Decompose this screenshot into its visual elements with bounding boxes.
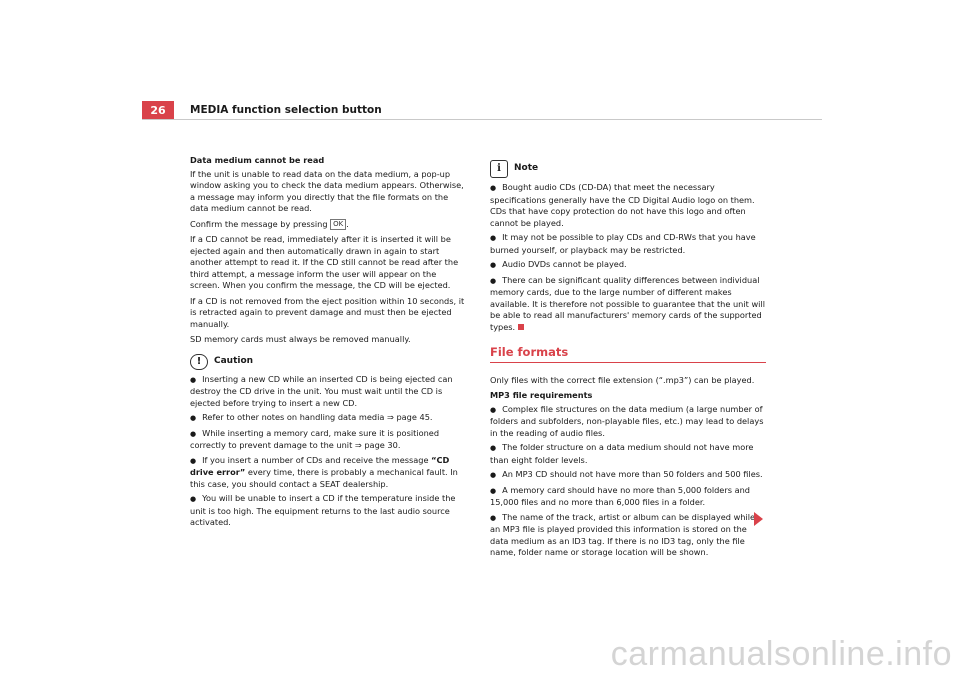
caution-item-text: Refer to other notes on handling data media ⇒ page 45. xyxy=(202,412,433,422)
page-number: 26 xyxy=(142,101,174,119)
paragraph: If a CD is not removed from the eject position within 10 seconds, it is retracted again to prevent damage and must then be ejected manually. xyxy=(190,295,465,329)
mp3-item-text: The folder structure on a data medium should not have more than eight folder levels. xyxy=(490,442,754,465)
note-item xyxy=(490,259,766,272)
mp3-item xyxy=(490,469,766,482)
note-heading xyxy=(490,160,766,178)
paragraph-confirm xyxy=(190,219,468,231)
page-title: MEDIA function selection button xyxy=(190,104,382,116)
mp3-item-text: Complex file structures on the data medium (a large number of folders and subfolders, non-playable files, etc.) may lead to delays in the reading of audio files. xyxy=(490,403,764,438)
continue-arrow-icon xyxy=(754,512,763,526)
caution-item xyxy=(190,455,468,491)
info-icon: i xyxy=(490,160,508,178)
caution-heading xyxy=(190,354,468,370)
bullet-icon: ● xyxy=(490,276,497,285)
mp3-item xyxy=(490,512,766,559)
bullet-icon: ● xyxy=(190,495,197,503)
section-heading-file-formats: File formats xyxy=(490,347,766,363)
note-item-text: Audio DVDs cannot be played. xyxy=(502,259,627,269)
bullet-icon: ● xyxy=(490,486,497,495)
mp3-item xyxy=(490,404,766,440)
bullet-icon: ● xyxy=(490,513,497,522)
page-header xyxy=(142,101,822,120)
section-end-icon xyxy=(518,324,524,330)
bullet-icon: ● xyxy=(190,375,197,384)
note-item xyxy=(490,232,766,256)
caution-item-text: If you insert a number of CDs and receive the message xyxy=(202,454,432,465)
note-title: Note xyxy=(514,163,539,174)
bullet-icon: ● xyxy=(190,456,197,465)
caution-icon: ! xyxy=(190,354,208,370)
mp3-item-text: An MP3 CD should not have more than 50 folders and 500 files. xyxy=(502,469,763,479)
caution-item-text: You will be unable to insert a CD if the temperature inside the unit is too high. The equipment returns to the last audio source activated. xyxy=(190,493,456,527)
caution-item-text: While inserting a memory card, make sure it is positioned correctly to prevent damage to the unit ⇒ page 30. xyxy=(190,427,440,450)
bullet-icon: ● xyxy=(490,444,497,452)
left-column xyxy=(190,155,468,532)
mp3-item xyxy=(490,485,766,509)
bullet-icon: ● xyxy=(490,184,497,192)
paragraph: If the unit is unable to read data on the data medium, a pop-up window asking you to check the data medium appears. Otherwise, a message may inform you directly that the file formats on the data medium cannot be read. xyxy=(190,168,464,213)
paragraph-text: . xyxy=(346,218,349,229)
subheading-data-medium: Data medium cannot be read xyxy=(190,155,325,165)
subheading-mp3: MP3 file requirements xyxy=(490,390,593,400)
watermark: carmanualsonline.info xyxy=(610,635,952,673)
note-item-text: Bought audio CDs (CD-DA) that meet the necessary specifications generally have the CD Digital Audio logo on them. CDs that have copy protection do not have this logo and often cannot be played. xyxy=(490,182,755,228)
caution-item xyxy=(190,428,468,452)
bullet-icon: ● xyxy=(190,414,197,422)
paragraph-intro: Only files with the correct file extension (“.mp3”) can be played. xyxy=(490,374,755,385)
paragraph-text: Confirm the message by pressing xyxy=(190,218,331,229)
mp3-item-text: A memory card should have no more than 5,000 folders and 15,000 files and no more than 6,000 files in a folder. xyxy=(490,484,750,507)
bullet-icon: ● xyxy=(190,429,197,438)
note-item-text: There can be significant quality differences between individual memory cards, due to the large number of different makes available. It is therefore not possible to guarantee that the unit will be able to read all manufacturers' memory cards of the supported types. xyxy=(490,274,765,332)
right-column xyxy=(490,160,766,562)
cd-drive-error-message: “CD drive error” xyxy=(190,454,450,477)
bullet-icon: ● xyxy=(490,234,497,242)
note-item xyxy=(490,182,766,229)
caution-item xyxy=(190,412,468,425)
note-item xyxy=(490,275,766,334)
paragraph: If a CD cannot be read, immediately after it is inserted it will be ejected again and then automatically drawn in again to start another attempt to read it. If the CD still cannot be read after the third attempt, a message inform the user will appear on the screen. When you confirm the message, the CD will be ejected. xyxy=(190,234,459,290)
mp3-item xyxy=(490,442,766,466)
mp3-item-text: The name of the track, artist or album can be displayed while an MP3 file is played provided this information is stored on the data medium as an ID3 tag. If there is no ID3 tag, only the file name, folder name or storage location will be shown. xyxy=(490,511,756,557)
paragraph: SD memory cards must always be removed manually. xyxy=(190,334,411,344)
caution-item-text: Inserting a new CD while an inserted CD is being ejected can destroy the CD drive in the unit. You must wait until the CD is ejected before trying to insert a new CD. xyxy=(190,373,453,408)
bullet-icon: ● xyxy=(490,261,497,269)
caution-item-text: every time, there is probably a mechanical fault. In this case, you should contact a SEAT dealership. xyxy=(190,467,458,489)
ok-key-symbol: OK xyxy=(330,219,346,230)
bullet-icon: ● xyxy=(490,471,497,479)
bullet-icon: ● xyxy=(490,405,497,414)
caution-item xyxy=(190,374,468,410)
caution-item xyxy=(190,493,468,529)
note-item-text: It may not be possible to play CDs and CD-RWs that you have burned yourself, or playback may be restricted. xyxy=(490,232,756,255)
caution-title: Caution xyxy=(214,355,254,366)
